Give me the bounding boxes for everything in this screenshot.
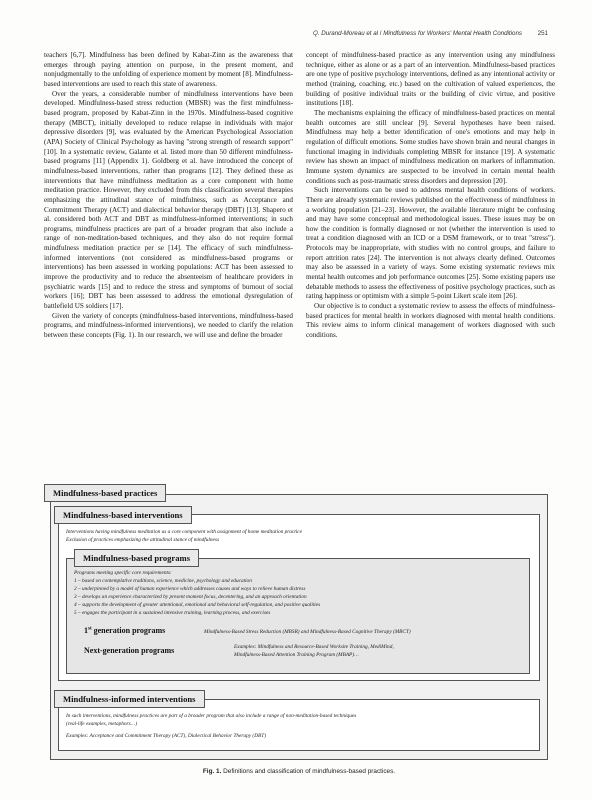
first-generation-programs-label bbox=[84, 626, 165, 635]
caption-label: Fig. 1. bbox=[202, 768, 222, 775]
next-generation-examples-line-2: Mindfulness-Based Attention Training Program (MBAP)… bbox=[234, 652, 359, 658]
header-journal-title: Mindfulness for Workers' Mental Health Conditions bbox=[383, 30, 522, 37]
mii-examples: Examples: Acceptance and Commitment Therapy (ACT), Dialectical Behavior Therapy (DBT) bbox=[66, 733, 266, 739]
mindfulness-based-practices-title: Mindfulness-based practices bbox=[44, 484, 166, 502]
next-generation-examples-line-1: Examples: Mindfulness and Resource-Based Worksite Training, MediMind, bbox=[234, 644, 394, 650]
mbp-requirement-4: 4 – supports the development of greater attentional, emotional and behavioral self-regulation, and positive qualities bbox=[74, 602, 321, 608]
body-text bbox=[44, 51, 554, 469]
mindfulness-informed-interventions-title: Mindfulness-informed interventions bbox=[54, 690, 205, 708]
first-gen-text: generation programs bbox=[91, 626, 166, 635]
mbp-requirement-3: 3 – develops an experience characterized by present moment focus, decentering, and an approach orientation bbox=[74, 594, 307, 600]
figure-1 bbox=[44, 480, 554, 788]
right-paragraph-4: Our objective is to conduct a systematic review to assess the effects of mindfulness-based practices for mental health in workers diagnosed with mental health conditions. This review aims to inform clinical management of workers diagnosed with such conditions. bbox=[306, 302, 555, 340]
right-paragraph-2: The mechanisms explaining the efficacy of mindfulness-based practices on mental health outcomes are still unclear [9]. Several hypotheses have been raised. Mindfulness may help a better identification of one's emotions and may help in regulation of difficult emotions. Some studies have shown brain and neural changes in functional imaging in individuals completing MBSR for instance [19]. A systematic review has shown an impact of mindfulness medication on markers of inflammation. Immune system dynamics are suspected to be involved in certain mental health conditions such as post-traumatic stress disorders and depression [20]. bbox=[306, 108, 555, 185]
mbp-intro: Programs meeting specific core requirements: bbox=[74, 570, 172, 576]
caption-text: Definitions and classification of mindfulness-based practices. bbox=[221, 768, 396, 775]
left-paragraph-1: teachers [6,7]. Mindfulness has been defined by Kabat-Zinn as the awareness that emerges through paying attention on purpose, in the present moment, and nonjudgmentally to the unfolding of experience moment by moment [8]. Mindfulness-based interventions are used to reach this state of awareness. bbox=[44, 51, 293, 88]
mbp-requirement-1: 1 – based on contemplative traditions, science, medicine, psychology and education bbox=[74, 578, 252, 584]
figure-caption bbox=[44, 768, 554, 775]
header-authors: Q. Durand-Moreau et al bbox=[313, 30, 379, 37]
mii-definition-line-2: (real-life examples, metaphors…) bbox=[66, 721, 138, 727]
left-paragraph-2: Over the years, a considerable number of mindfulness interventions have been developed. Mindfulness-based stress reduction (MBSR) was the first mindfulness-based program, proposed by Kabat-Zinn in the 1970s. Mindfulness-based cognitive therapy (MBCT), initially developed to reduce relapse in individuals with major depressive disorders [9], was evaluated by the American Psychological Association (APA) Society of Clinical Psychology as having "strong strength of research support" [10]. In a systematic review, Galante et al. listed more than 50 different mindfulness-based programs [11] (Appendix 1). Goldberg et al. have introduced the concept of mindfulness-based interventions, rather than programs [12]. They defined these as interventions that have mindfulness meditation as a core component with home meditation practice. However, they excluded from this classification several therapies emphasizing the attitudinal stance of mindfulness, such as Acceptance and Commitment Therapy (ACT) and dialectical behavior therapy (DBT) [13]. Shapero et al. considered both ACT and DBT as mindfulness-informed interventions; in such programs, mindfulness practices are part of a broader program that also include a range of non-meditation-based techniques, and they also do not require formal mindfulness meditation practice per se [14]. The efficacy of such mindfulness-informed interventions (not considered as mindfulness-based programs or interventions) has been assessed in working populations: ACT has been assessed to improve the productivity and to reduce the absenteeism of healthcare providers in psychiatric wards [15] and to reduce the stress and symptoms of burnout of social workers [16]; DBT has been assessed to address the emotional dysregulation of battlefield US soldiers [17]. bbox=[44, 89, 293, 311]
mindfulness-based-programs-title: Mindfulness-based programs bbox=[74, 549, 199, 567]
mii-definition-line-1: In such interventions, mindfulness practices are part of a broader program that also include a range of non-meditation-based techniques bbox=[66, 713, 357, 719]
page-number: 251 bbox=[537, 30, 548, 37]
mbp-requirement-5: 5 – engages the participant in a sustained intensive training, learning process, and exercises bbox=[74, 610, 271, 616]
first-generation-examples: Mindfulness-Based Stress Reduction (MBSR) and Mindfulness-Based Cognitive Therapy (MBCT) bbox=[204, 629, 411, 635]
right-paragraph-1: concept of mindfulness-based practice as any intervention using any mindfulness technique, either as alone or as a part of an intervention. Mindfulness-based practices are one type of positive psychology interventions, defined as any intentional activity or method (training, coaching, etc.) based on the cultivation of valued experiences, the building of positive individual traits or the building of civic virtue, and positive institutions [18]. bbox=[306, 51, 555, 108]
mbi-exclusion: Exclusion of practices emphasizing the attitudinal stance of mindfulness bbox=[66, 537, 220, 543]
header-separator: / bbox=[379, 30, 382, 37]
mindfulness-based-interventions-title: Mindfulness-based interventions bbox=[54, 506, 192, 524]
mbi-definition: Interventions having mindfulness meditation as a core component with assignment of home meditation practice bbox=[66, 529, 302, 535]
right-column bbox=[306, 51, 555, 469]
first-gen-ordinal: st bbox=[88, 626, 92, 632]
left-column bbox=[44, 51, 293, 469]
left-paragraph-3: Given the variety of concepts (mindfulness-based interventions, mindfulness-based programs, and mindfulness-informed interventions), we needed to clarify the relation between these concepts (Fig. 1). In our research, we will use and define the broader bbox=[44, 311, 293, 340]
next-generation-programs-label: Next-generation programs bbox=[84, 646, 175, 655]
first-gen-number: 1 bbox=[84, 626, 88, 635]
running-head bbox=[60, 30, 548, 37]
mbp-requirement-2: 2 – underpinned by a model of human experience which addresses causes and ways to relieve human distress bbox=[74, 586, 306, 592]
right-paragraph-3: Such interventions can be used to address mental health conditions of workers. There are already systematic reviews published on the effectiveness of mindfulness in a working population [21–23]. However, the available literature might be confusing and may have some conceptual and methodological issues. These issues may be on how the condition is formally diagnosed or not (whether the intervention is used to treat a condition diagnosed with an ICD or a DSM framework, or to treat "stress"). Protocols may be inappropriate, with studies with no control groups, and failure to report attrition rates [24]. The intervention is not always clearly defined. Outcomes may also be assessed in a variety of ways. Some existing systematic reviews mix mental health outcomes and job performance outcomes [25]. Some existing papers use debatable methods to assess the effectiveness of positive psychology practices, such as rating happiness or optimism with a simple 5-point Likert scale item [26]. bbox=[306, 186, 555, 301]
